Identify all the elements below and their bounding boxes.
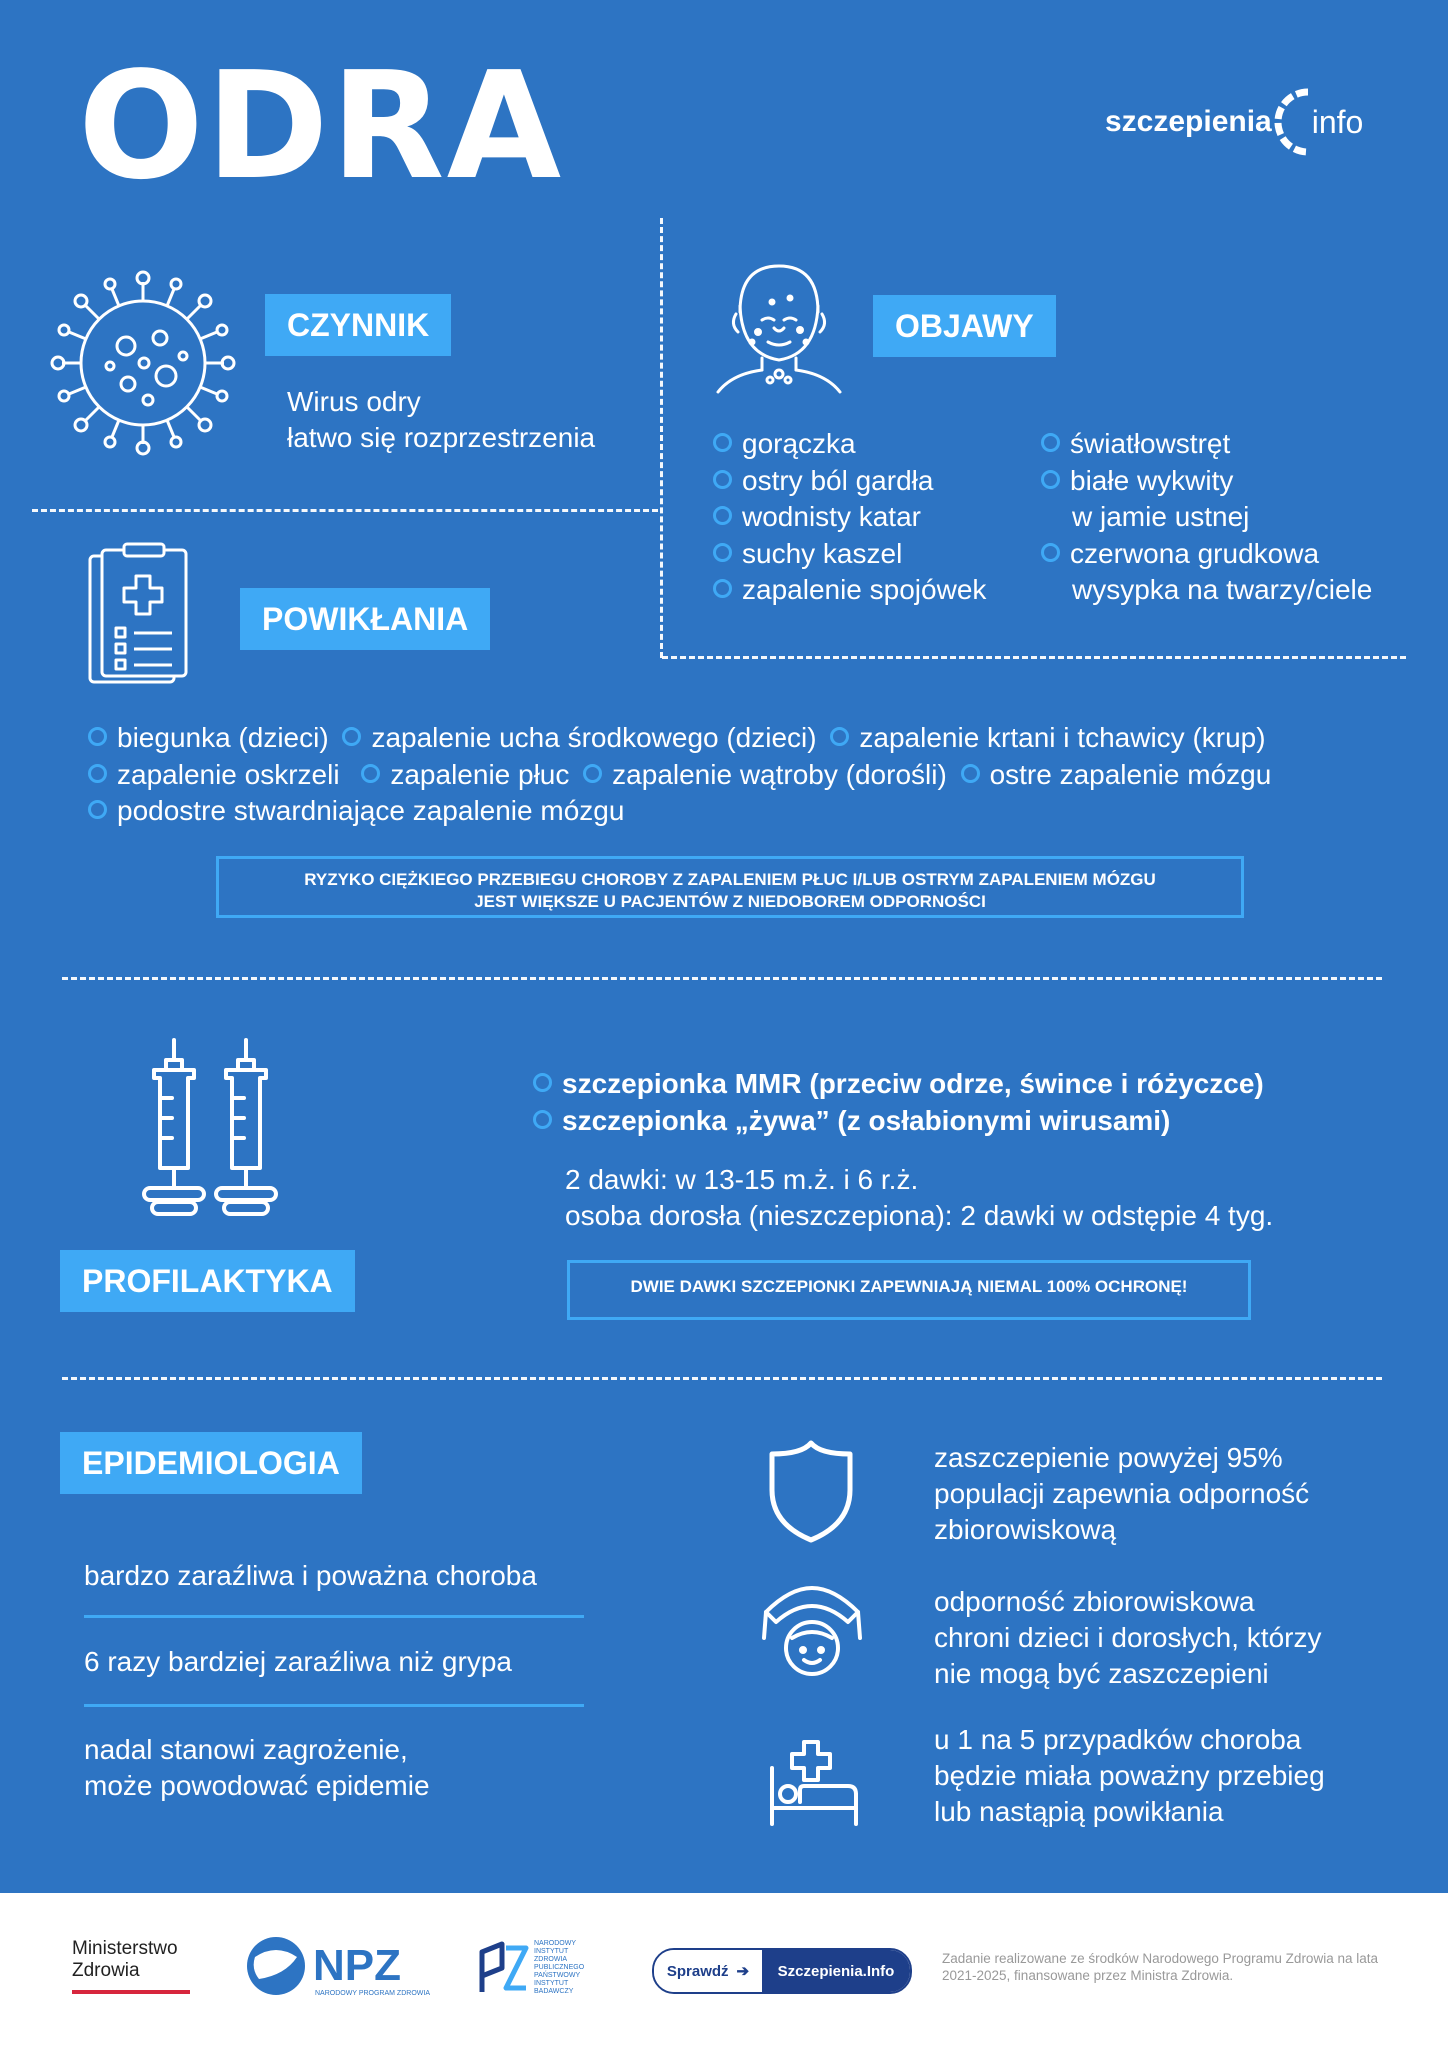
szczepienia-info-label: Szczepienia.Info bbox=[762, 1950, 910, 1992]
page-title: ODRA bbox=[78, 40, 564, 212]
bullet-icon bbox=[1041, 470, 1060, 489]
epi-fact: zaszczepienie powyżej 95% populacji zapewnia odporność zbiorowiskową bbox=[934, 1442, 1310, 1545]
list-item-continued: w jamie ustnej bbox=[1072, 501, 1250, 532]
powiklania-row bbox=[88, 757, 1277, 794]
dosage-line: osoba dorosła (nieszczepiona): 2 dawki w odstępie 4 tyg. bbox=[565, 1200, 1274, 1231]
bullet-icon bbox=[88, 727, 107, 746]
list-item: zapalenie wątroby (dorośli) bbox=[583, 757, 947, 794]
list-item: światłowstręt bbox=[1041, 426, 1372, 463]
list-item-continued: wysypka na twarzy/ciele bbox=[1072, 574, 1373, 605]
epi-item: nadal stanowi zagrożenie, może powodować epidemie bbox=[84, 1734, 430, 1801]
hospital-bed-icon bbox=[768, 1738, 860, 1826]
face-rash-icon bbox=[712, 262, 846, 396]
notice-line: RYZYKO CIĘŻKIEGO PRZEBIEGU CHOROBY Z ZAPALENIEM PŁUC I/LUB OSTRYM ZAPALENIEM MÓZGU bbox=[304, 870, 1156, 889]
arrow-right-icon: ➔ bbox=[736, 1963, 750, 1980]
bullet-icon bbox=[88, 800, 107, 819]
bullet-icon bbox=[713, 506, 732, 525]
objawy-list-2 bbox=[1041, 426, 1372, 609]
powiklania-notice bbox=[216, 856, 1244, 918]
protected-child-icon bbox=[760, 1586, 864, 1690]
shield-icon bbox=[768, 1440, 854, 1542]
npz-text: NPZ bbox=[313, 1941, 401, 1990]
bullet-icon bbox=[583, 764, 602, 783]
list-item: podostre stwardniające zapalenie mózgu bbox=[88, 793, 624, 830]
ministry-logo: Ministerstwo Zdrowia bbox=[72, 1938, 178, 1981]
list-item: zapalenie spojówek bbox=[713, 572, 986, 609]
npz-globe-icon bbox=[245, 1935, 307, 1997]
epi-fact: u 1 na 5 przypadków choroba będzie miała poważny przebieg lub nastąpią powikłania bbox=[934, 1724, 1325, 1827]
logo-suffix: info bbox=[1311, 103, 1364, 140]
szczepienia-info-logo bbox=[1105, 88, 1363, 156]
bullet-icon bbox=[713, 470, 732, 489]
npz-logo bbox=[245, 1935, 401, 1997]
powiklania-row bbox=[88, 720, 1277, 757]
czynnik-text bbox=[287, 384, 595, 456]
epidemiologia-heading: EPIDEMIOLOGIA bbox=[60, 1432, 362, 1494]
virus-icon bbox=[48, 268, 238, 458]
czynnik-heading: CZYNNIK bbox=[265, 294, 451, 356]
epi-item: 6 razy bardziej zaraźliwa niż grypa bbox=[84, 1646, 512, 1677]
objawy-heading: OBJAWY bbox=[873, 295, 1056, 357]
list-item: czerwona grudkowa bbox=[1041, 536, 1372, 573]
czynnik-line: łatwo się rozprzestrzenia bbox=[287, 422, 596, 453]
sprawdz-szczepienia-button[interactable] bbox=[652, 1948, 912, 1994]
bullet-icon bbox=[533, 1110, 552, 1129]
vertical-divider bbox=[660, 218, 663, 658]
divider-czynnik bbox=[32, 509, 658, 512]
funding-note: Zadanie realizowane ze środków Narodowego Programu Zdrowia na lata 2021-2025, finansowane przez Ministra Zdrowia. bbox=[942, 1951, 1378, 1983]
ministry-flag-bar bbox=[72, 1990, 190, 1994]
list-item: ostry ból gardła bbox=[713, 463, 986, 500]
powiklania-heading: POWIKŁANIA bbox=[240, 588, 490, 650]
bullet-icon bbox=[830, 727, 849, 746]
list-item: szczepionka „żywa” (z osłabionymi wirusami) bbox=[533, 1103, 1264, 1140]
list-item: zapalenie płuc bbox=[361, 757, 569, 794]
list-item: białe wykwity bbox=[1041, 463, 1372, 500]
epi-separator bbox=[84, 1704, 584, 1707]
list-item: biegunka (dzieci) bbox=[88, 720, 329, 757]
powiklania-row bbox=[88, 793, 1277, 830]
powiklania-list bbox=[88, 720, 1277, 830]
dosage-line: 2 dawki: w 13-15 m.ż. i 6 r.ż. bbox=[565, 1164, 919, 1195]
bullet-icon bbox=[342, 727, 361, 746]
list-item: wodnisty katar bbox=[713, 499, 986, 536]
profilaktyka-list bbox=[533, 1066, 1264, 1139]
nizp-mark-icon bbox=[478, 1940, 530, 1996]
bullet-icon bbox=[961, 764, 980, 783]
profilaktyka-notice: DWIE DAWKI SZCZEPIONKI ZAPEWNIAJĄ NIEMAL 100% OCHRONĘ! bbox=[567, 1260, 1251, 1320]
divider-objawy bbox=[662, 656, 1406, 659]
profilaktyka-dosage bbox=[565, 1162, 1273, 1234]
list-item: zapalenie ucha środkowego (dzieci) bbox=[342, 720, 816, 757]
list-item: zapalenie krtani i tchawicy (krup) bbox=[830, 720, 1265, 757]
bullet-icon bbox=[88, 764, 107, 783]
logo-ring-icon bbox=[1276, 88, 1310, 156]
objawy-list-1 bbox=[713, 426, 986, 609]
bullet-icon bbox=[713, 433, 732, 452]
sprawdz-label: Sprawdź ➔ bbox=[654, 1950, 762, 1992]
medical-clipboard-icon bbox=[88, 548, 188, 686]
nizp-logo bbox=[478, 1940, 614, 1996]
syringes-icon bbox=[140, 1038, 280, 1218]
epi-separator bbox=[84, 1615, 584, 1618]
bullet-icon bbox=[1041, 433, 1060, 452]
bullet-icon bbox=[361, 764, 380, 783]
logo-text: szczepienia bbox=[1105, 105, 1272, 138]
profilaktyka-heading: PROFILAKTYKA bbox=[60, 1250, 355, 1312]
divider-profilaktyka bbox=[62, 1377, 1382, 1380]
czynnik-line: Wirus odry bbox=[287, 386, 421, 417]
list-item: zapalenie oskrzeli bbox=[88, 757, 340, 794]
bullet-icon bbox=[713, 579, 732, 598]
npz-subtitle: NARODOWY PROGRAM ZDROWIA bbox=[315, 1990, 430, 1997]
nizp-text: NARODOWY INSTYTUT ZDROWIA PUBLICZNEGO PAŃSTWOWY INSTYTUT BADAWCZY bbox=[534, 1940, 585, 1995]
epi-fact: odporność zbiorowiskowa chroni dzieci i dorosłych, którzy nie mogą być zaszczepieni bbox=[934, 1586, 1322, 1689]
list-item: suchy kaszel bbox=[713, 536, 986, 573]
list-item: ostre zapalenie mózgu bbox=[961, 757, 1272, 794]
notice-line: JEST WIĘKSZE U PACJENTÓW Z NIEDOBOREM ODPORNOŚCI bbox=[474, 892, 986, 911]
bullet-icon bbox=[533, 1073, 552, 1092]
bullet-icon bbox=[1041, 543, 1060, 562]
list-item: gorączka bbox=[713, 426, 986, 463]
divider-powiklania bbox=[62, 977, 1382, 980]
epi-item: bardzo zaraźliwa i poważna choroba bbox=[84, 1560, 537, 1591]
bullet-icon bbox=[713, 543, 732, 562]
list-item: szczepionka MMR (przeciw odrze, śwince i różyczce) bbox=[533, 1066, 1264, 1103]
